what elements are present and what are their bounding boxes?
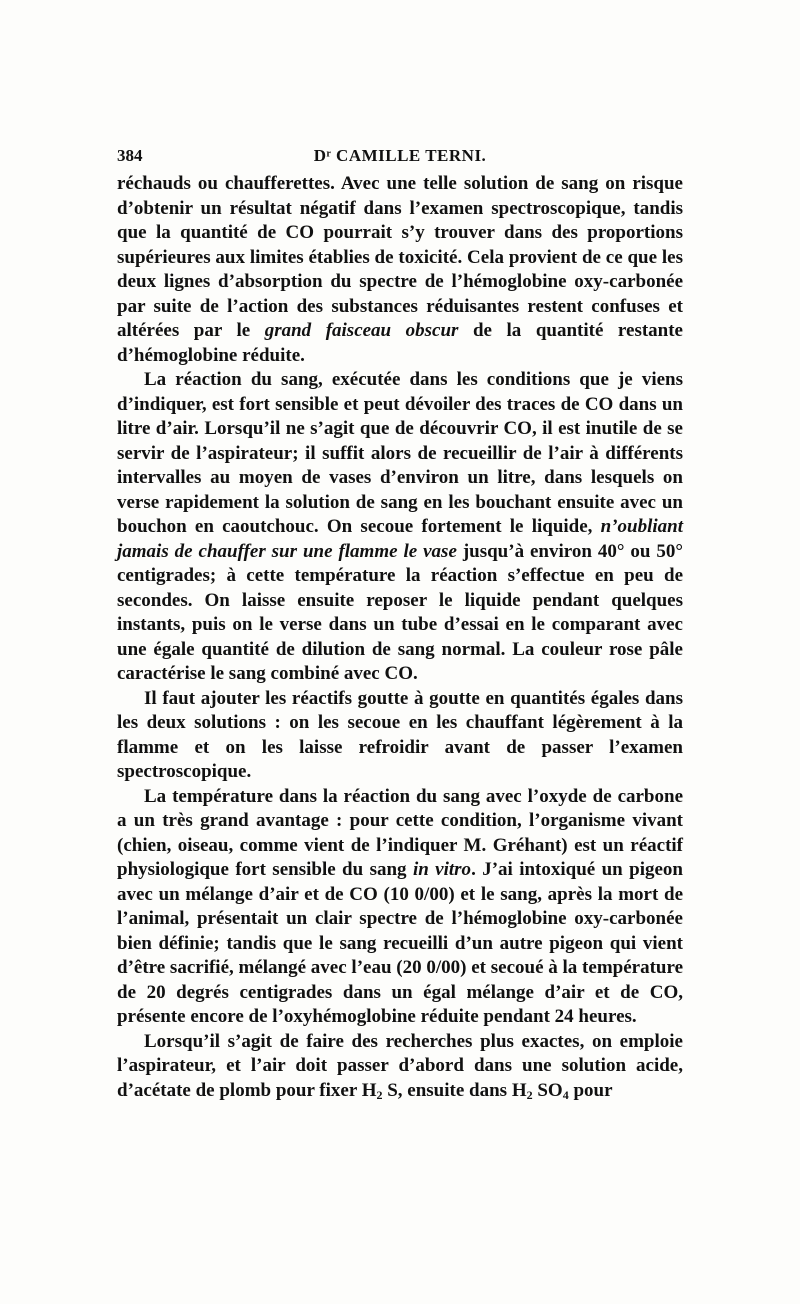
paragraph-4-text-end: . J’ai intoxiqué un pigeon avec un mélange d’air et de CO (10 0/00) et le sang, après la mort de l’animal, présentait un clair spectre de l’hémoglobine oxy-carbonée bien définie; tandis que le sang recueilli d’un autre pigeon qui vient d’être sacrifié, mélangé avec l’eau (20 0/00) et secoué à la température de 20 degrés centigrades dans un égal mélange d’air et de CO, présente encore de l’oxyhémoglobine réduite pendant 24 heures. [117, 859, 683, 1027]
subscript-h2-first: 2 [376, 1087, 383, 1102]
page-number: 384 [117, 146, 143, 165]
header-title: Dʳ CAMILLE TERNI. [313, 146, 487, 165]
subscript-h2-second: 2 [526, 1087, 533, 1102]
paragraph-1-italic: grand faisceau obscur [264, 320, 459, 341]
paragraph-2-text-end: jusqu’à environ 40° ou 50° centigrades; à cette température la réaction s’effectue en peu de secondes. On laisse ensuite reposer le liquide pendant quelques instants, puis on le verse dans un tube d’essai en le comparant avec une égale quantité de dilution de sang normal. La couleur rose pâle caractérise le sang combiné avec CO. [117, 540, 683, 684]
paragraph-4-text: La température dans la réaction du sang avec l’oxyde de carbone a un très grand avantage : pour cette condition, l’organisme vivant (chien, oiseau, comme vient de l’indiquer M. Gréhant) est un réactif physiologique fort sensible du sang [117, 785, 683, 880]
paragraph-5-text-mid2: SO [532, 1079, 563, 1101]
paragraph-3 [117, 687, 683, 785]
paragraph-2-italic: n’oubliant jamais de chauffer sur une flamme le vase [117, 516, 683, 562]
paragraph-5 [117, 1030, 683, 1104]
paragraph-5-text: Lorsqu’il s’agit de faire des recherches plus exactes, on emploie l’aspirateur, et l’air doit passer d’abord dans une solution acide, d’acétate de plomb pour fixer H [117, 1030, 683, 1101]
paragraph-1 [117, 172, 683, 368]
body-text [117, 172, 683, 1103]
paragraph-5-text-mid: S, ensuite dans H [382, 1079, 527, 1101]
paragraph-5-text-end: pour [568, 1079, 613, 1101]
subscript-so4: 4 [562, 1087, 569, 1102]
paragraph-1-text-end: de la quantité restante d’hémoglobine réduite. [117, 320, 683, 366]
paragraph-4 [117, 785, 683, 1030]
paragraph-1-text: réchauds ou chaufferettes. Avec une telle solution de sang on risque d’obtenir un résultat négatif dans l’examen spectroscopique, tandis que la quantité de CO pourrait s’y trouver dans des proportions supérieures aux limites établies de toxicité. Cela provient de ce que les deux lignes d’absorption du spectre de l’hémoglobine oxy-carbonée par suite de l’action des substances réduisantes restent confuses et altérées par le [117, 173, 683, 341]
paragraph-3-text: Il faut ajouter les réactifs goutte à goutte en quantités égales dans les deux solutions : on les secoue en les chauffant légèrement à la flamme et on les laisse refroidir avant de passer l’examen spectroscopique. [117, 687, 683, 782]
paragraph-2 [117, 368, 683, 687]
paragraph-2-text: La réaction du sang, exécutée dans les conditions que je viens d’indiquer, est fort sensible et peut dévoiler des traces de CO dans un litre d’air. Lorsqu’il ne s’agit que de découvrir CO, il est inutile de se servir de l’aspirateur; il suffit alors de recueillir de l’air à différents intervalles au moyen de vases d’environ un litre, dans lesquels on verse rapidement la solution de sang en les bouchant ensuite avec un bouchon en caoutchouc. On secoue fortement le liquide, [117, 369, 683, 537]
running-head [117, 146, 683, 170]
paragraph-4-italic: in vitro [412, 859, 472, 880]
